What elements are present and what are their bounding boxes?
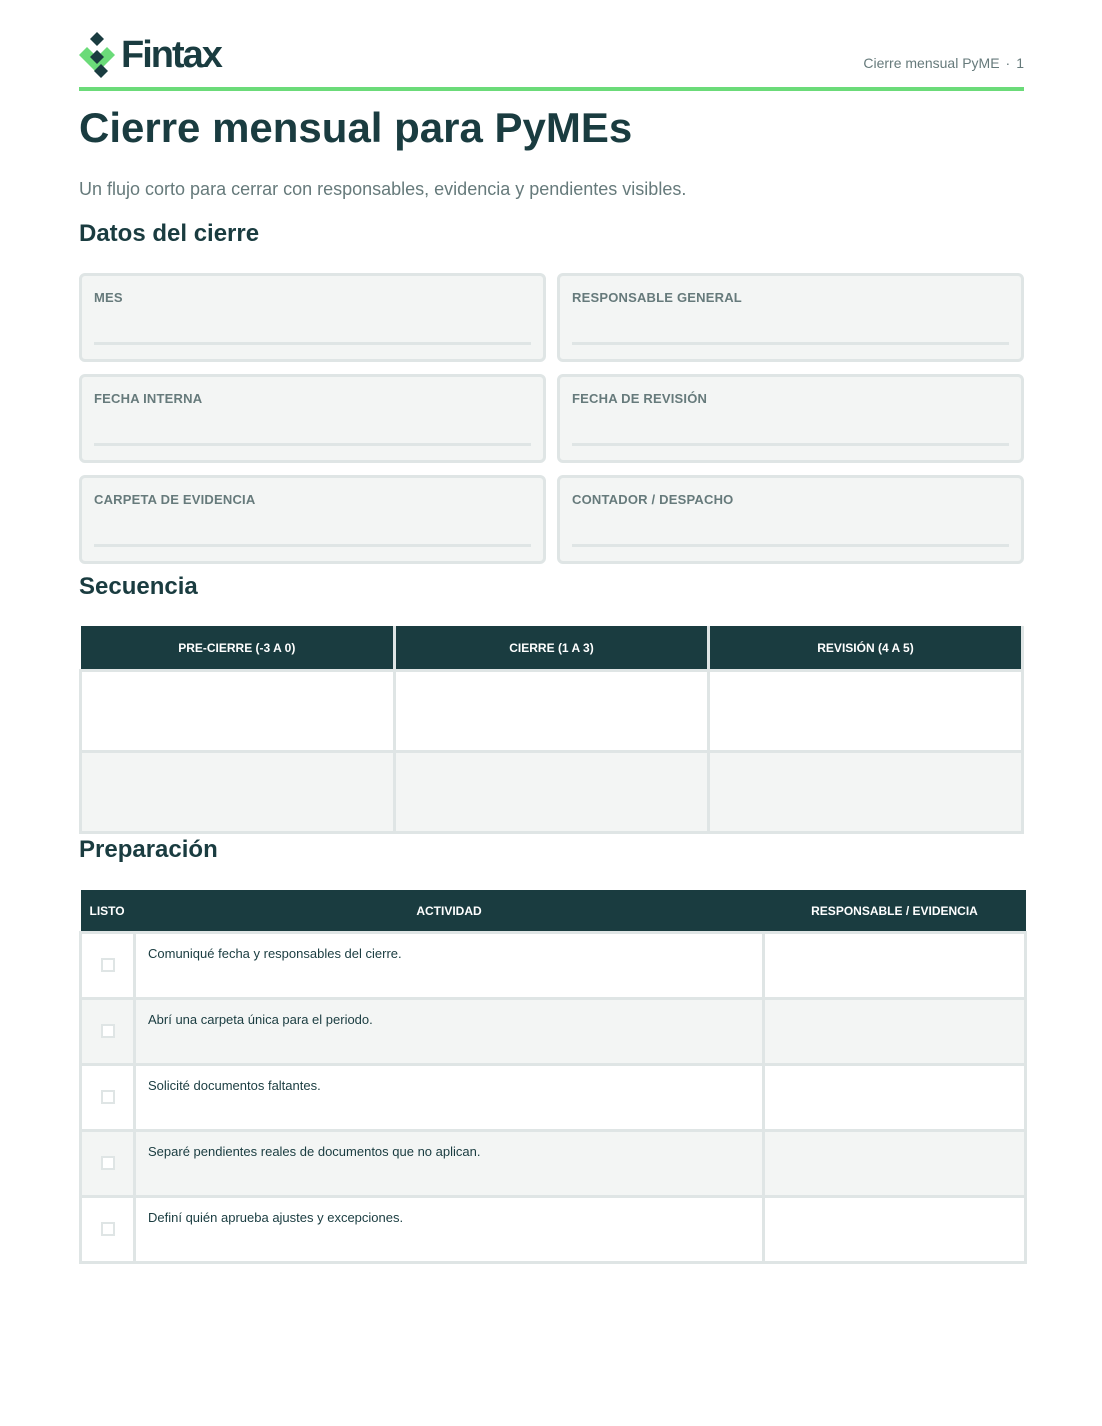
sequence-table — [79, 626, 1024, 834]
field-fecha-interna[interactable] — [79, 374, 546, 463]
page — [79, 0, 1024, 1225]
checkbox-cell — [81, 999, 135, 1065]
field-input-line[interactable] — [572, 544, 1009, 547]
page-header — [79, 0, 1024, 92]
checkbox[interactable] — [101, 958, 115, 972]
brand-name: Fintax — [121, 34, 221, 76]
field-label: FECHA INTERNA — [94, 391, 203, 406]
section-heading-secuencia: Secuencia — [79, 573, 198, 600]
checkbox-cell — [81, 1197, 135, 1263]
activity-text: Solicité documentos faltantes. — [135, 1065, 764, 1131]
sequence-cell[interactable] — [81, 752, 395, 833]
field-input-line[interactable] — [572, 342, 1009, 345]
field-label: CARPETA DE EVIDENCIA — [94, 492, 256, 507]
responsible-cell[interactable] — [764, 999, 1026, 1065]
responsible-cell[interactable] — [764, 1131, 1026, 1197]
sequence-row — [81, 671, 1023, 752]
responsible-cell[interactable] — [764, 933, 1026, 999]
checklist-row — [81, 933, 1026, 999]
column-header-listo: LISTO — [81, 890, 135, 933]
fintax-logo-icon — [79, 30, 115, 80]
checkbox-cell — [81, 1131, 135, 1197]
field-input-line[interactable] — [94, 443, 531, 446]
activity-text: Separé pendientes reales de documentos que no aplican. — [135, 1131, 764, 1197]
checkbox[interactable] — [101, 1090, 115, 1104]
separator: · — [1005, 55, 1011, 71]
field-label: MES — [94, 290, 123, 305]
sequence-cell[interactable] — [81, 671, 395, 752]
field-input-line[interactable] — [94, 544, 531, 547]
checklist-row — [81, 999, 1026, 1065]
page-reference — [863, 55, 1024, 71]
activity-text: Abrí una carpeta única para el periodo. — [135, 999, 764, 1065]
sequence-cell[interactable] — [709, 671, 1023, 752]
field-contador-despacho[interactable] — [557, 475, 1024, 564]
checkbox[interactable] — [101, 1222, 115, 1236]
sequence-row — [81, 752, 1023, 833]
checkbox-cell — [81, 933, 135, 999]
field-input-line[interactable] — [94, 342, 531, 345]
preparation-checklist — [79, 890, 1027, 1264]
page-subtitle: Un flujo corto para cerrar con responsables, evidencia y pendientes visibles. — [79, 179, 687, 199]
field-input-line[interactable] — [572, 443, 1009, 446]
field-label: RESPONSABLE GENERAL — [572, 290, 742, 305]
page-number: 1 — [1016, 55, 1024, 71]
section-heading-datos: Datos del cierre — [79, 220, 260, 247]
checkbox[interactable] — [101, 1024, 115, 1038]
checklist-row — [81, 1197, 1026, 1263]
sequence-cell[interactable] — [709, 752, 1023, 833]
field-label: FECHA DE REVISIÓN — [572, 391, 708, 406]
responsible-cell[interactable] — [764, 1065, 1026, 1131]
sequence-cell[interactable] — [395, 671, 709, 752]
field-label: CONTADOR / DESPACHO — [572, 492, 734, 507]
page-title: Cierre mensual para PyMEs — [79, 104, 633, 151]
checkbox-cell — [81, 1065, 135, 1131]
column-header-responsable: RESPONSABLE / EVIDENCIA — [764, 890, 1026, 933]
field-carpeta-evidencia[interactable] — [79, 475, 546, 564]
doc-reference: Cierre mensual PyME — [863, 55, 1000, 71]
header-rule — [79, 87, 1024, 91]
responsible-cell[interactable] — [764, 1197, 1026, 1263]
brand-logo — [79, 30, 221, 80]
sequence-column-header: PRE-CIERRE (-3 A 0) — [81, 626, 395, 671]
field-fecha-revision[interactable] — [557, 374, 1024, 463]
closing-data-fields — [79, 273, 1024, 564]
checklist-row — [81, 1131, 1026, 1197]
section-heading-preparacion: Preparación — [79, 836, 218, 863]
checkbox[interactable] — [101, 1156, 115, 1170]
sequence-cell[interactable] — [395, 752, 709, 833]
checklist-row — [81, 1065, 1026, 1131]
field-mes[interactable] — [79, 273, 546, 362]
activity-text: Comuniqué fecha y responsables del cierre. — [135, 933, 764, 999]
field-responsable-general[interactable] — [557, 273, 1024, 362]
sequence-column-header: REVISIÓN (4 A 5) — [709, 626, 1023, 671]
activity-text: Definí quién aprueba ajustes y excepciones. — [135, 1197, 764, 1263]
sequence-column-header: CIERRE (1 A 3) — [395, 626, 709, 671]
column-header-actividad: ACTIVIDAD — [135, 890, 764, 933]
